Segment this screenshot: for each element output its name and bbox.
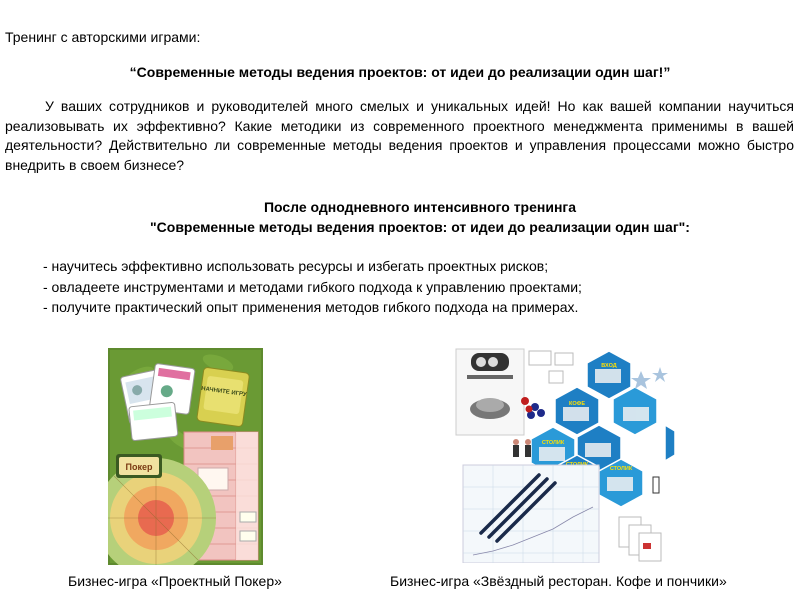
caption-star-restaurant: Бизнес-игра «Звёздный ресторан. Кофе и пончики»	[390, 573, 727, 589]
hex-label-table: СТОЛИК	[541, 440, 565, 446]
outcomes-heading	[0, 197, 800, 237]
caption-project-poker: Бизнес-игра «Проектный Покер»	[68, 573, 282, 589]
list-item: - получите практический опыт применения методов гибкого подхода на примерах.	[43, 299, 579, 315]
hex-label-entrance: ВХОД	[601, 363, 617, 369]
start-card-text: НАЧНИТЕ ИГРУ	[200, 385, 247, 399]
hex-label-coffee: КОФЕ	[569, 401, 585, 407]
description-paragraph: У ваших сотрудников и руководителей много смелых и уникальных идей! Но как вашей компании научиться реализовывать их эффективно? Какие методики из современного проектного менеджмента применимы в вашей деятельности? Действительно ли современные методы ведения проектов и управления процессами можно быстро внедрить в своем бизнесе?	[5, 98, 794, 173]
outcomes-heading-line2: "Современные методы ведения проектов: от идеи до реализации один шаг":	[150, 219, 690, 235]
poker-logo-text: Покер	[125, 462, 153, 472]
intro-text: Тренинг с авторскими играми:	[5, 29, 201, 45]
hex-label-table: СТОЛИК	[609, 466, 633, 472]
list-item: - овладеете инструментами и методами гибкого подхода к управлению проектами;	[43, 278, 582, 295]
project-poker-photo	[108, 348, 263, 565]
outcomes-list	[43, 256, 582, 318]
star-restaurant-photo	[453, 347, 679, 563]
training-title: “Современные методы ведения проектов: от идеи до реализации один шаг!”	[129, 64, 671, 80]
outcomes-heading-line1: После однодневного интенсивного тренинга	[263, 199, 577, 215]
list-item: - научитесь эффективно использовать ресурсы и избегать проектных рисков;	[43, 258, 549, 274]
